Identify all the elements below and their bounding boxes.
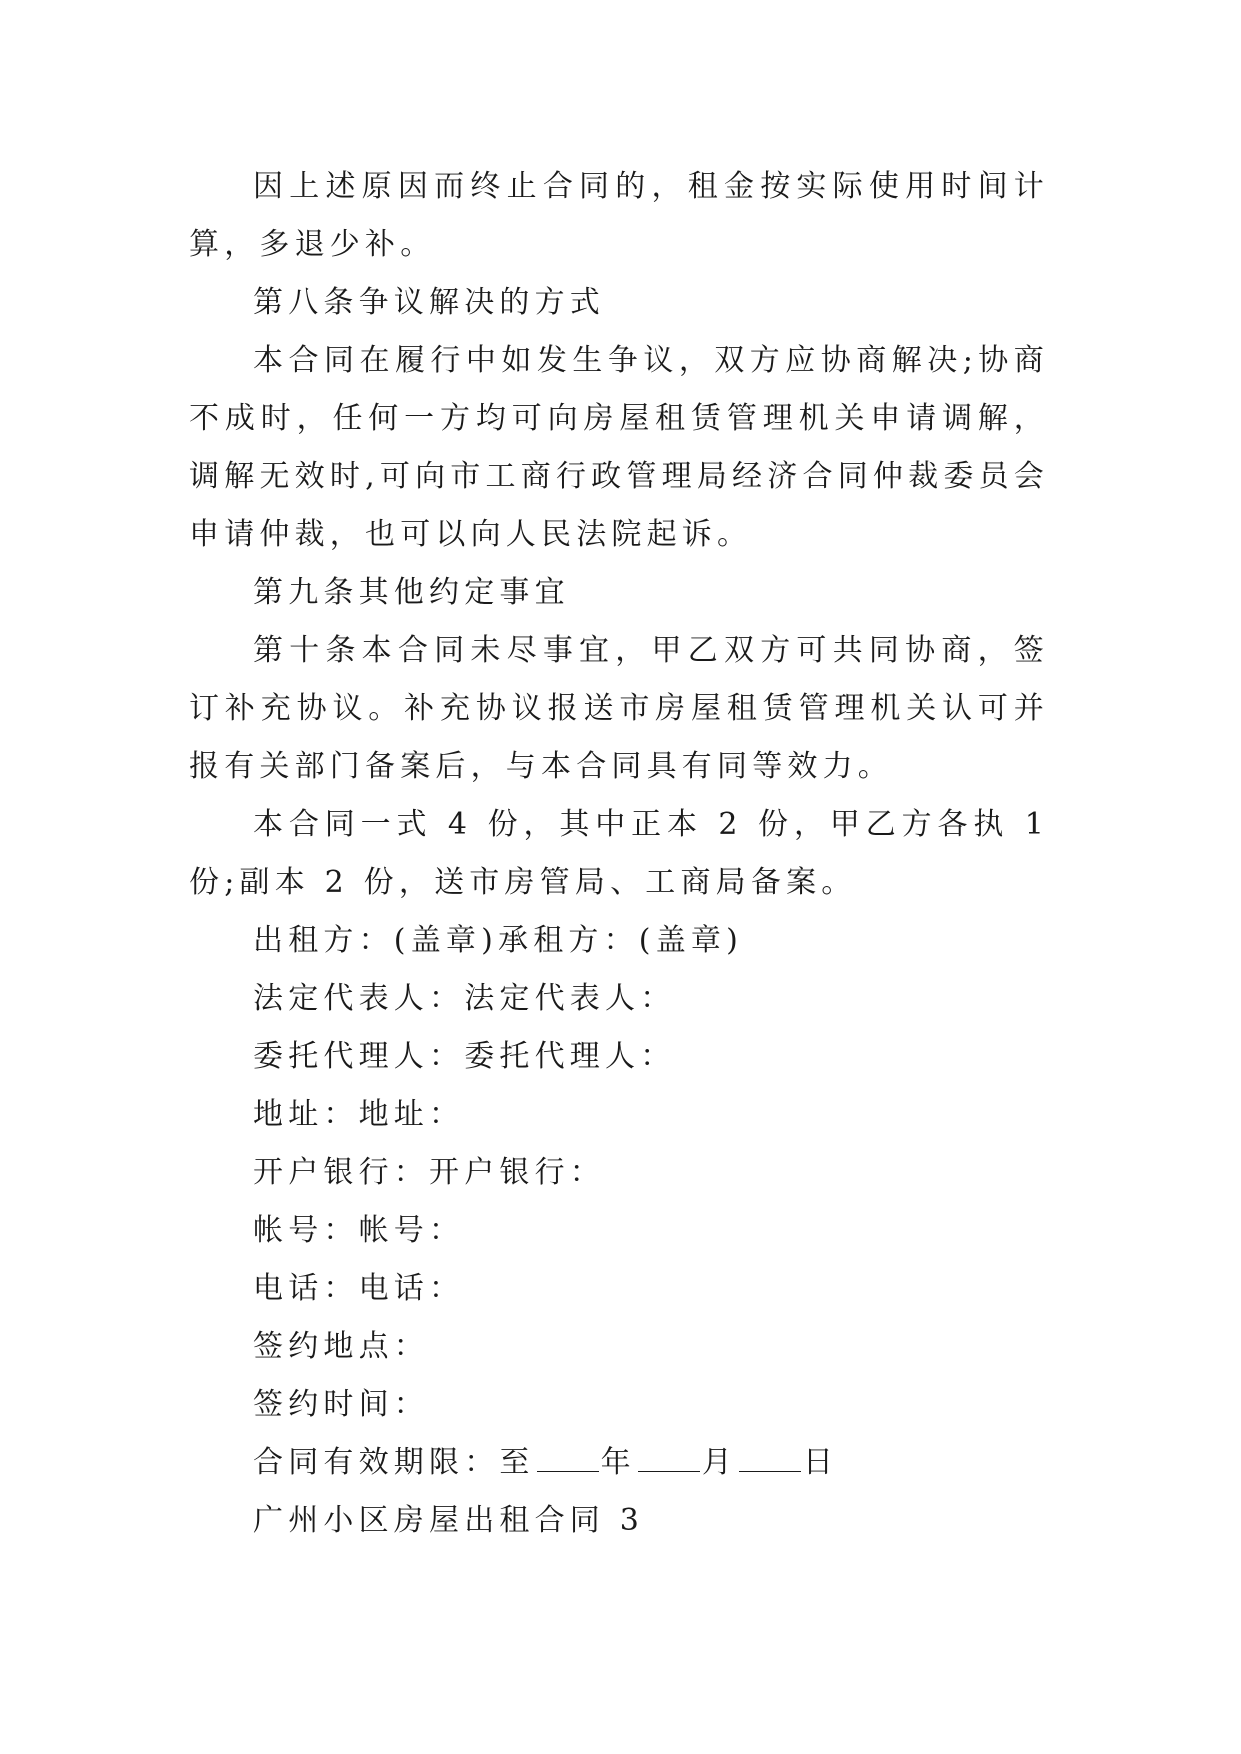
paragraph-supplementary-agreement: 第十条本合同未尽事宜，甲乙双方可共同协商，签订补充协议。补充协议报送市房屋租赁管理机关认可并报有关部门备案后，与本合同具有同等效力。 bbox=[189, 633, 1049, 784]
article-9-heading: 第九条其他约定事宜 bbox=[253, 575, 570, 610]
next-contract-title: 广州小区房屋出租合同 3 bbox=[253, 1503, 645, 1538]
month-blank bbox=[638, 1445, 700, 1472]
signature-line-address: 地址：地址： bbox=[253, 1097, 465, 1132]
validity-period-line bbox=[189, 1434, 1049, 1492]
year-label: 年 bbox=[600, 1445, 636, 1480]
day-blank bbox=[739, 1445, 801, 1472]
article-8-heading: 第八条争议解决的方式 bbox=[253, 285, 605, 320]
signature-line-parties: 出租方：(盖章)承租方：(盖章) bbox=[253, 923, 744, 958]
paragraph-dispute-resolution: 本合同在履行中如发生争议，双方应协商解决;协商不成时，任何一方均可向房屋租赁管理机关申请调解，调解无效时,可向市工商行政管理局经济合同仲裁委员会申请仲裁，也可以向人民法院起诉。 bbox=[189, 343, 1049, 552]
signature-line-phone: 电话：电话： bbox=[253, 1271, 465, 1306]
paragraph-copies: 本合同一式 4 份，其中正本 2 份，甲乙方各执 1 份;副本 2 份，送市房管局、工商局备案。 bbox=[189, 807, 1049, 900]
signature-line-place: 签约地点： bbox=[253, 1329, 429, 1364]
paragraph-termination-rent: 因上述原因而终止合同的，租金按实际使用时间计算，多退少补。 bbox=[189, 169, 1049, 262]
signature-line-account: 帐号：帐号： bbox=[253, 1213, 465, 1248]
document-body bbox=[189, 158, 1049, 1550]
validity-label: 合同有效期限：至 bbox=[253, 1445, 535, 1480]
month-label: 月 bbox=[701, 1445, 738, 1480]
year-blank bbox=[537, 1445, 599, 1472]
signature-line-bank: 开户银行：开户银行： bbox=[253, 1155, 605, 1190]
signature-line-agent: 委托代理人：委托代理人： bbox=[253, 1039, 676, 1074]
day-label: 日 bbox=[803, 1445, 839, 1480]
signature-line-date: 签约时间： bbox=[253, 1387, 429, 1422]
signature-line-legal-rep: 法定代表人：法定代表人： bbox=[253, 981, 676, 1016]
